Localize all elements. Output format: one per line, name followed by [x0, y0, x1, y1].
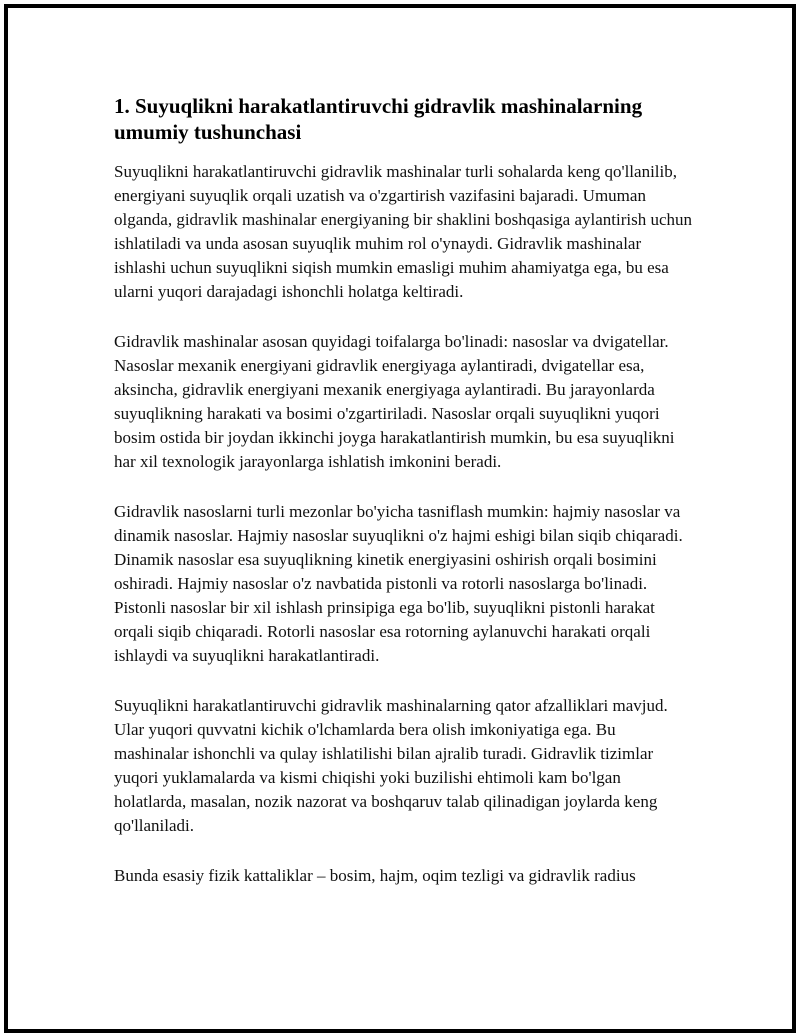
paragraph-4: Suyuqlikni harakatlantiruvchi gidravlik mashinalarning qator afzalliklari mavjud. Ular yuqori quvvatni kichik o'lchamlarda bera olish imkoniyatiga ega. Bu mashinalar ishonchli va qulay ishlatilishi bilan ajralib turadi. Gidravlik tizimlar yuqori yuklamalarda va kismi chiqishi yoki buzilishi ehtimoli kam bo'lgan holatlarda, masalan, nozik nazorat va boshqaruv talab qilinadigan joylarda keng qo'llaniladi.	[114, 696, 668, 835]
paragraph-1: Suyuqlikni harakatlantiruvchi gidravlik mashinalar turli sohalarda keng qo'llanilib, energiyani suyuqlik orqali uzatish va o'zgartirish vazifasini bajaradi. Umuman olganda, gidravlik mashinalar energiyaning bir shaklini boshqasiga aylantirish uchun ishlatiladi va unda asosan suyuqlik muhim rol o'ynaydi. Gidravlik mashinalar ishlashi uchun suyuqlikni siqish mumkin emasligi muhim ahamiyatga ega, bu esa ularni yuqori darajadagi ishonchli holatga keltiradi.	[114, 162, 693, 301]
section-heading: 1. Suyuqlikni harakatlantiruvchi gidravlik mashinalarning umumiy tushunchasi	[114, 94, 643, 144]
paragraph-3: Gidravlik nasoslarni turli mezonlar bo'yicha tasniflash mumkin: hajmiy nasoslar va dinamik nasoslar. Hajmiy nasoslar suyuqlikni o'z hajmi eshigi bilan siqib chiqaradi. Dinamik nasoslar esa suyuqlikning kinetik energiyasini oshirish orqali bosimini oshiradi. Hajmiy nasoslar o'z navbatida pistonli va rotorli nasoslarga bo'linadi. Pistonli nasoslar bir xil ishlash prinsipiga ega bo'lib, suyuqlikni pistonli harakat orqali siqib chiqaradi. Rotorli nasoslar esa rotorning aylanuvchi harakati orqali ishlaydi va suyuqlikni harakatlantiradi.	[114, 502, 683, 665]
paragraph-5: Bunda esasiy fizik kattaliklar – bosim, hajm, oqim tezligi va gidravlik radius	[114, 866, 636, 885]
document-body	[114, 93, 694, 914]
paragraph-2: Gidravlik mashinalar asosan quyidagi toifalarga bo'linadi: nasoslar va dvigatellar. Nasoslar mexanik energiyani gidravlik energiyaga aylantiradi, dvigatellar esa, aksincha, gidravlik energiyani mexanik energiyaga aylantiradi. Bu jarayonlarda suyuqlikning harakati va bosimi o'zgartiriladi. Nasoslar orqali suyuqlikni yuqori bosim ostida bir joydan ikkinchi joyga harakatlantirish mumkin, bu esa suyuqlikni har xil texnologik jarayonlarga ishlatish imkonini beradi.	[114, 332, 675, 471]
